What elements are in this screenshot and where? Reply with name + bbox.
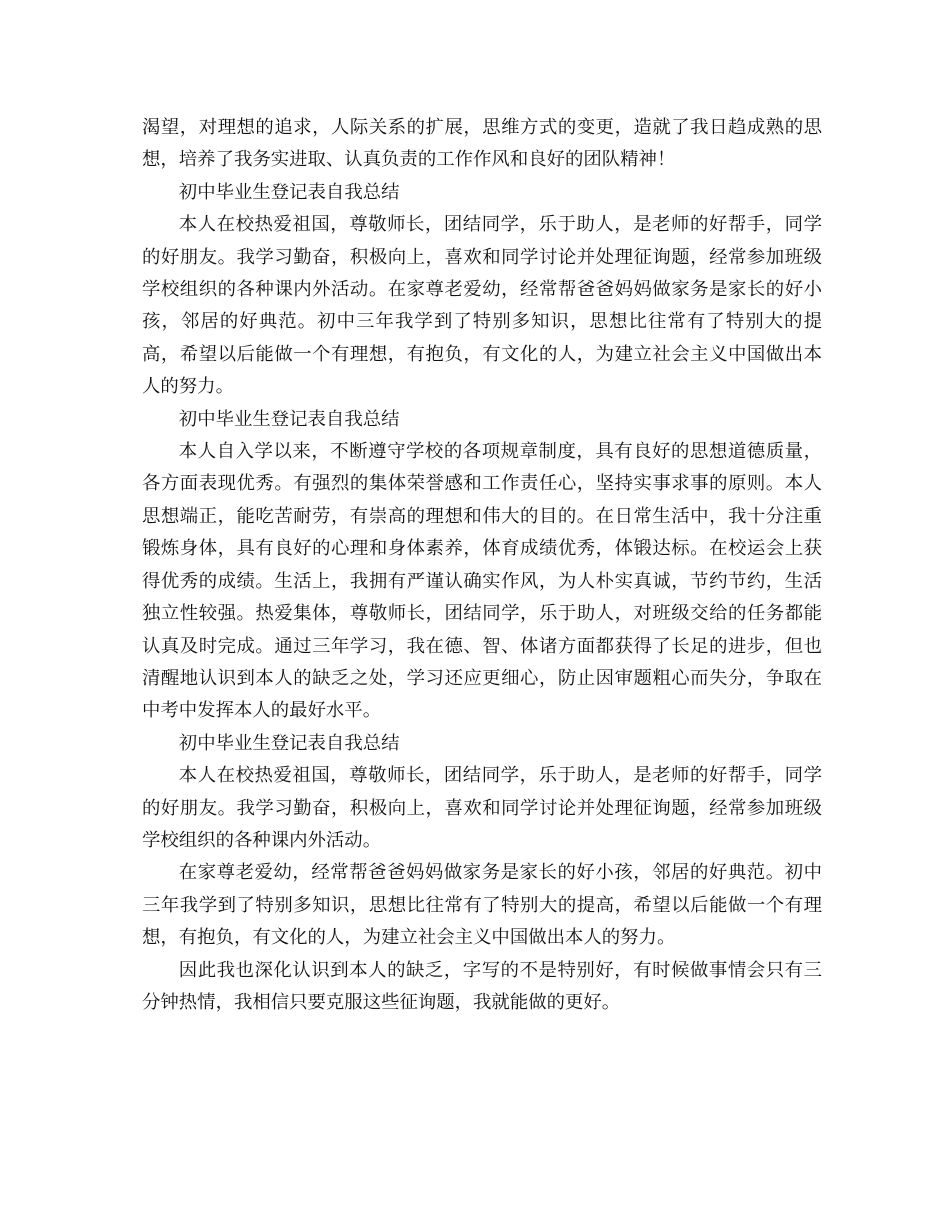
section-heading-3: 初中毕业生登记表自我总结 bbox=[178, 732, 400, 754]
paragraph-4: 在家尊老爱幼，经常帮爸爸妈妈做家务是家长的好小孩，邻居的好典范。初中三年我学到了特别多知识，思想比往常有了特别大的提高，希望以后能做一个有理想，有抱负，有文化的人，为建立社会主义中国做出本人的努力。 bbox=[142, 862, 822, 949]
paragraph-3: 本人在校热爱祖国，尊敬师长，团结同学，乐于助人，是老师的好帮手，同学的好朋友。我学习勤奋，积极向上，喜欢和同学讨论并处理征询题，经常参加班级学校组织的各种课内外活动。 bbox=[142, 765, 822, 851]
paragraph-1: 本人在校热爱祖国，尊敬师长，团结同学，乐于助人，是老师的好帮手，同学的好朋友。我学习勤奋，积极向上，喜欢和同学讨论并处理征询题，经常参加班级学校组织的各种课内外活动。在家尊老爱幼，经常帮爸爸妈妈做家务是家长的好小孩，邻居的好典范。初中三年我学到了特别多知识，思想比往常有了特别大的提高，希望以后能做一个有理想，有抱负，有文化的人，为建立社会主义中国做出本人的努力。 bbox=[142, 214, 822, 398]
paragraph-5: 因此我也深化认识到本人的缺乏，字写的不是特别好，有时候做事情会只有三分钟热情，我相信只要克服这些征询题，我就能做的更好。 bbox=[142, 959, 822, 1013]
section-heading-1: 初中毕业生登记表自我总结 bbox=[178, 181, 400, 203]
document-body bbox=[142, 112, 822, 1019]
paragraph-continuation: 渴望，对理想的追求，人际关系的扩展，思维方式的变更，造就了我日趋成熟的思想，培养了我务实进取、认真负责的工作作风和良好的团队精神！ bbox=[142, 117, 822, 171]
paragraph-2: 本人自入学以来，不断遵守学校的各项规章制度，具有良好的思想道德质量，各方面表现优秀。有强烈的集体荣誉感和工作责任心，坚持实事求事的原则。本人思想端正，能吃苦耐劳，有崇高的理想和伟大的目的。在日常生活中，我十分注重锻炼身体，具有良好的心理和身体素养，体育成绩优秀，体锻达标。在校运会上获得优秀的成绩。生活上，我拥有严谨认确实作风，为人朴实真诚，节约节约，生活独立性较强。热爱集体，尊敬师长，团结同学，乐于助人，对班级交给的任务都能认真及时完成。通过三年学习，我在德、智、体诸方面都获得了长足的进步，但也清醒地认识到本人的缺乏之处，学习还应更细心，防止因审题粗心而失分，争取在中考中发挥本人的最好水平。 bbox=[142, 441, 822, 722]
section-heading-2: 初中毕业生登记表自我总结 bbox=[178, 408, 400, 430]
